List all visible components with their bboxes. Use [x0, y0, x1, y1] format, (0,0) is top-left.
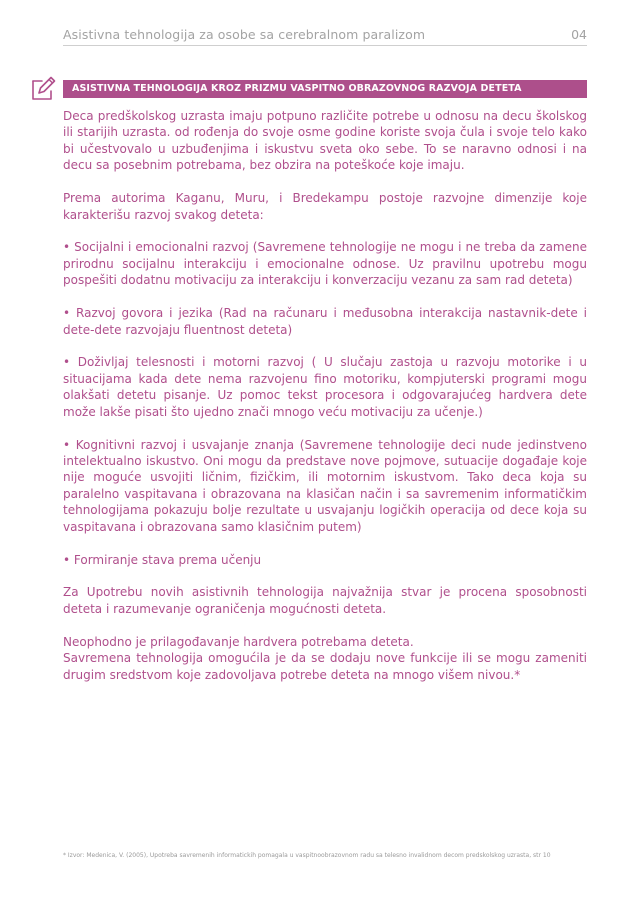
bullet-speech-language: • Razvoj govora i jezika (Rad na računaru i međusobna interakcija nastavnik-dete i dete-dete razvojaju fluentnost deteta) [63, 306, 587, 337]
section-heading: ASISTIVNA TEHNOLOGIJA KROZ PRIZMU VASPITNO OBRAZOVNOG RAZVOJA DETETA [63, 80, 587, 98]
bullet-motor-development: • Doživljaj telesnosti i motorni razvoj ( U slučaju zastoja u razvoju motorike i u situacijama kada dete nema razvojenu fino motoriku, kompjuterski programi mogu olakšati detetu pisanje. Uz pomoc tekst procesora i odgovarajućeg hardvera dete može lakše pisati što ujedno znači mnogo veću motivaciju za učenje.) [63, 355, 587, 419]
page-number: 04 [571, 27, 587, 42]
bullet-cognitive-development: • Kognitivni razvoj i usvajanje znanja (Savremene tehnologije deci nude jedinstveno intelektualno iskustvo. Oni mogu da predstave nove pojmove, sutuacije događaje koje nije moguće usvojiti ličnim, fizičkim, ili motornim iskustvom. Tako deca koja su paralelno vaspitavana i obrazovana na klasičan način i sa savremenim informatičkim tehnologijama pokazuju bolje rezultate u usvajanju logičkih operacija od dece koja su vaspitavana i obrazovana samo klasičnim putem) [63, 437, 587, 534]
bullet-social-emotional: • Socijalni i emocionalni razvoj (Savremene tehnologije ne mogu i ne treba da zamene prirodnu socijalnu interakciju i emocionalne odnose. Uz pravilnu upotrebu mogu pospešiti dodatnu motivaciju za interakciju i konverzaciju vezanu za sam rad deteta) [63, 240, 587, 288]
bullet-learning-attitude: • Formiranje stava prema učenju [63, 552, 262, 567]
page-header [63, 27, 587, 46]
technology-paragraph: Savremena tehnologija omogućila je da se dodaju nove funkcije ili se mogu zameniti drugim sredstvom koje zadovoljava potrebe deteta na mnogo višem nivou.* [63, 651, 587, 682]
document-title: Asistivna tehnologija za osobe sa cerebralnom paralizom [63, 27, 426, 42]
body-text [63, 108, 587, 699]
pencil-edit-icon [30, 74, 56, 102]
intro-paragraph: Deca predškolskog uzrasta imaju potpuno različite potrebe u odnosu na decu školskog ili starijih uzrasta. od rođenja do svoje osme godine koriste svoja čula i svoje telo kako bi učestvovalo u uzbuđenjima i iskustvu sveta oko sebe. To se naravno odnosi i na decu sa posebnim potrebama, bez obzira na poteškoće koje imaju. [63, 109, 587, 173]
assessment-paragraph: Za Upotrebu novih asistivnih tehnologija najvažnija stvar je procena sposobnosti deteta i razumevanje ograničenja mogućnosti deteta. [63, 585, 587, 616]
footnote: * Izvor: Medenica, V. (2005), Upotreba savremenih informatickih pomagala u vaspitnoobrazovnom radu sa telesno invalidnom decom predskolskog uzrasta, str 10 [63, 852, 551, 859]
dimensions-intro-paragraph: Prema autorima Kaganu, Muru, i Bredekampu postoje razvojne dimenzije koje karakterišu razvoj svakog deteta: [63, 191, 587, 222]
hardware-paragraph: Neophodno je prilagođavanje hardvera potrebama deteta. [63, 634, 414, 649]
